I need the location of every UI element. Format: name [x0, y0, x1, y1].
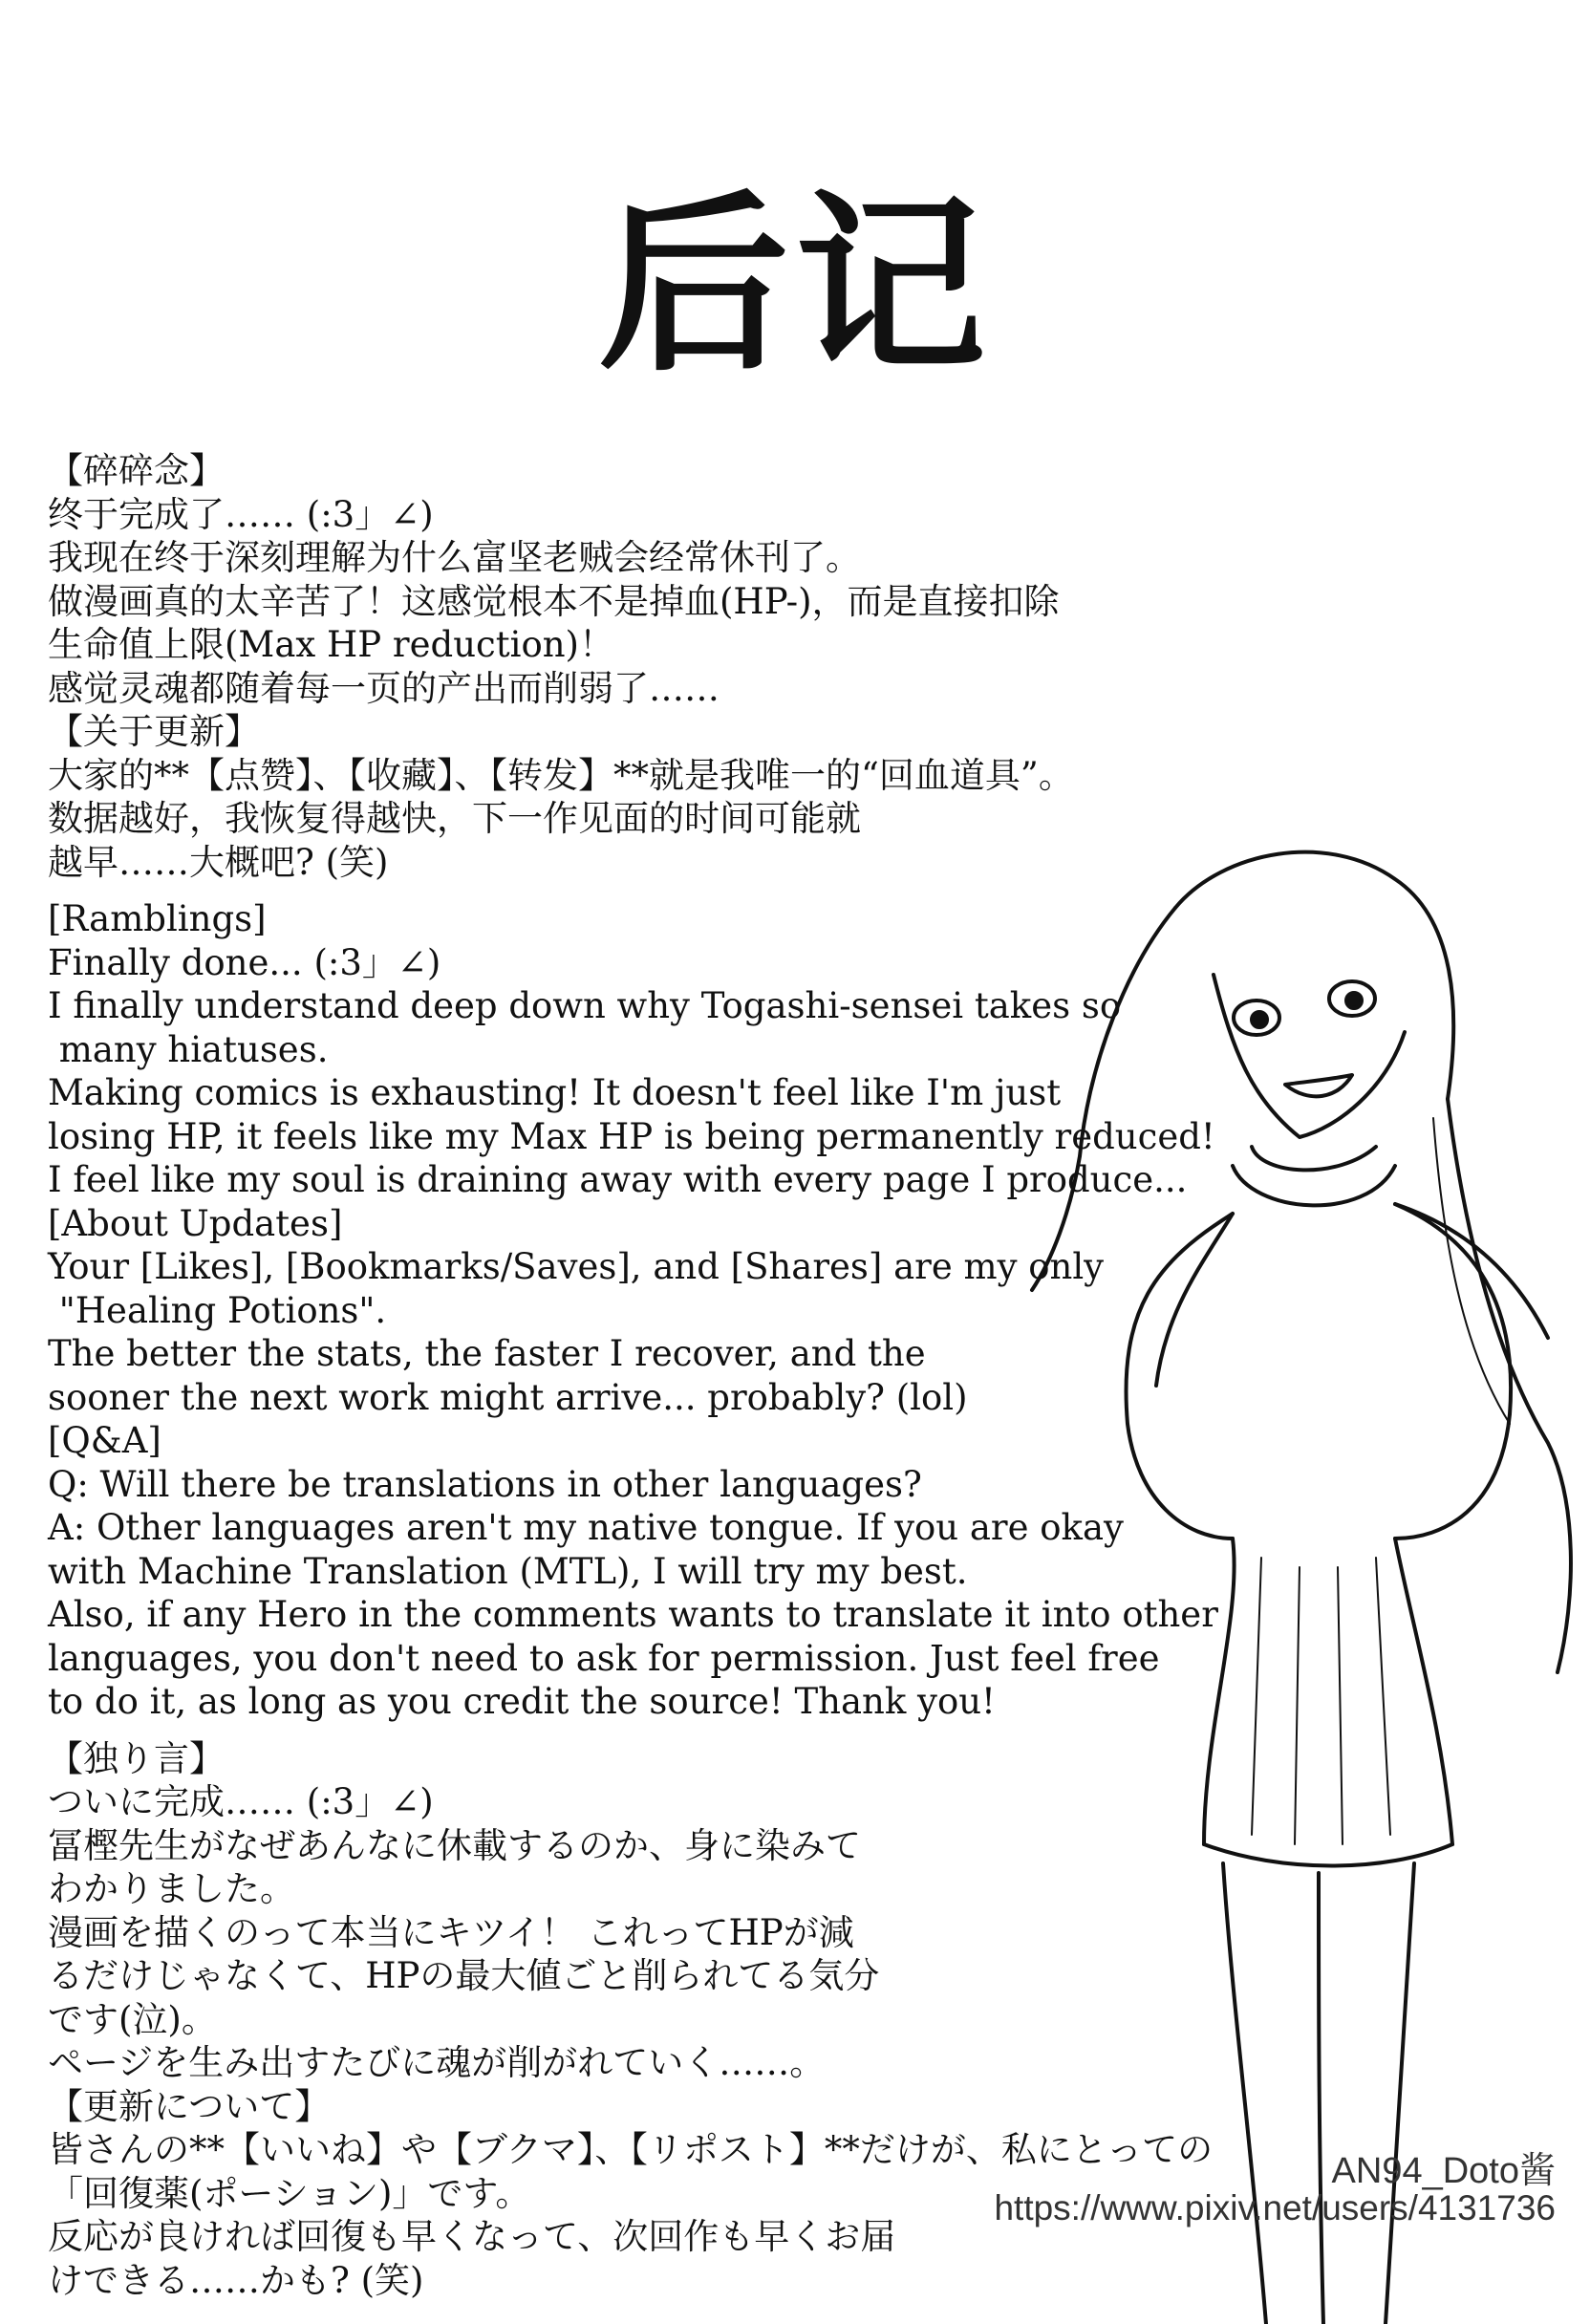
text-line: 感觉灵魂都随着每一页的产出而削弱了……: [48, 667, 720, 709]
text-line: losing HP, it feels like my Max HP is being permanently reduced!: [48, 1115, 1215, 1157]
text-line: 冨樫先生がなぜあんなに休載するのか、身に染みて: [48, 1824, 861, 1866]
character-illustration: [1013, 812, 1586, 2324]
text-line: [Ramblings]: [48, 898, 267, 939]
text-line: 【碎碎念】: [48, 450, 225, 491]
artist-url: https://www.pixiv.net/users/4131736: [994, 2188, 1556, 2227]
artist-credit: AN94_Doto酱: [1331, 2151, 1556, 2191]
text-line: わかりました。: [48, 1868, 295, 1909]
text-line: 终于完成了…… (:3」∠): [48, 493, 434, 535]
text-line: The better the stats, the faster I recover, and the: [48, 1333, 926, 1374]
text-line: 【独り言】: [48, 1737, 225, 1779]
text-line: 生命值上限(Max HP reduction)！: [48, 624, 614, 665]
text-line: [About Updates]: [48, 1202, 343, 1244]
text-line: 数据越好，我恢复得越快，下一作见面的时间可能就: [48, 798, 861, 839]
text-line: 皆さんの**【いいね】や【ブクマ】、【リポスト】**だけが、私にとっての: [48, 2129, 1214, 2170]
text-line: 反応が良ければ回復も早くなって、次回作も早くお届: [48, 2216, 896, 2257]
text-line: languages, you don't need to ask for permission. Just feel free: [48, 1637, 1160, 1679]
text-line: I feel like my soul is draining away with every page I produce...: [48, 1159, 1188, 1200]
text-line: るだけじゃなくて、HPの最大値ごと削られてる気分: [48, 1955, 880, 1996]
text-line: 漫画を描くのって本当にキツイ！ これってHPが減: [48, 1911, 854, 1953]
text-line: Your [Likes], [Bookmarks/Saves], and [Shares] are my only: [48, 1246, 1105, 1287]
text-line: I finally understand deep down why Togashi-sensei takes so: [48, 985, 1122, 1026]
text-line: ページを生み出すたびに魂が削がれていく……。: [48, 2042, 826, 2083]
text-line: Finally done... (:3」∠): [48, 941, 441, 983]
text-line: です(泣)。: [48, 1998, 217, 2040]
text-line: "Healing Potions".: [48, 1289, 387, 1331]
text-line: 做漫画真的太辛苦了！这感觉根本不是掉血(HP-)，而是直接扣除: [48, 580, 1060, 622]
page-title: 后记: [597, 175, 992, 398]
text-line: 我现在终于深刻理解为什么富坚老贼会经常休刊了。: [48, 537, 861, 578]
text-line: many hiatuses.: [48, 1028, 329, 1070]
text-line: 越早……大概吧? (笑): [48, 841, 389, 883]
text-line: to do it, as long as you credit the source! Thank you!: [48, 1681, 996, 1722]
text-line: 【关于更新】: [48, 711, 260, 752]
text-line: Also, if any Hero in the comments wants to translate it into other: [48, 1594, 1218, 1635]
text-line: A: Other languages aren't my native tongue. If you are okay: [48, 1507, 1124, 1548]
text-line: Making comics is exhausting! It doesn't feel like I'm just: [48, 1072, 1062, 1113]
text-line: 【更新について】: [48, 2085, 331, 2127]
text-line: with Machine Translation (MTL), I will try my best.: [48, 1550, 968, 1592]
text-line: sooner the next work might arrive... probably? (lol): [48, 1376, 968, 1418]
text-line: けできる……かも? (笑): [48, 2259, 424, 2301]
text-line: ついに完成…… (:3」∠): [48, 1781, 434, 1822]
text-line: Q: Will there be translations in other languages?: [48, 1463, 922, 1505]
text-line: 「回復薬(ポーション)」です。: [48, 2172, 531, 2214]
text-line: 大家的**【点赞】、【收藏】、【转发】**就是我唯一的“回血道具”。: [48, 754, 1074, 796]
text-line: [Q&A]: [48, 1420, 161, 1461]
